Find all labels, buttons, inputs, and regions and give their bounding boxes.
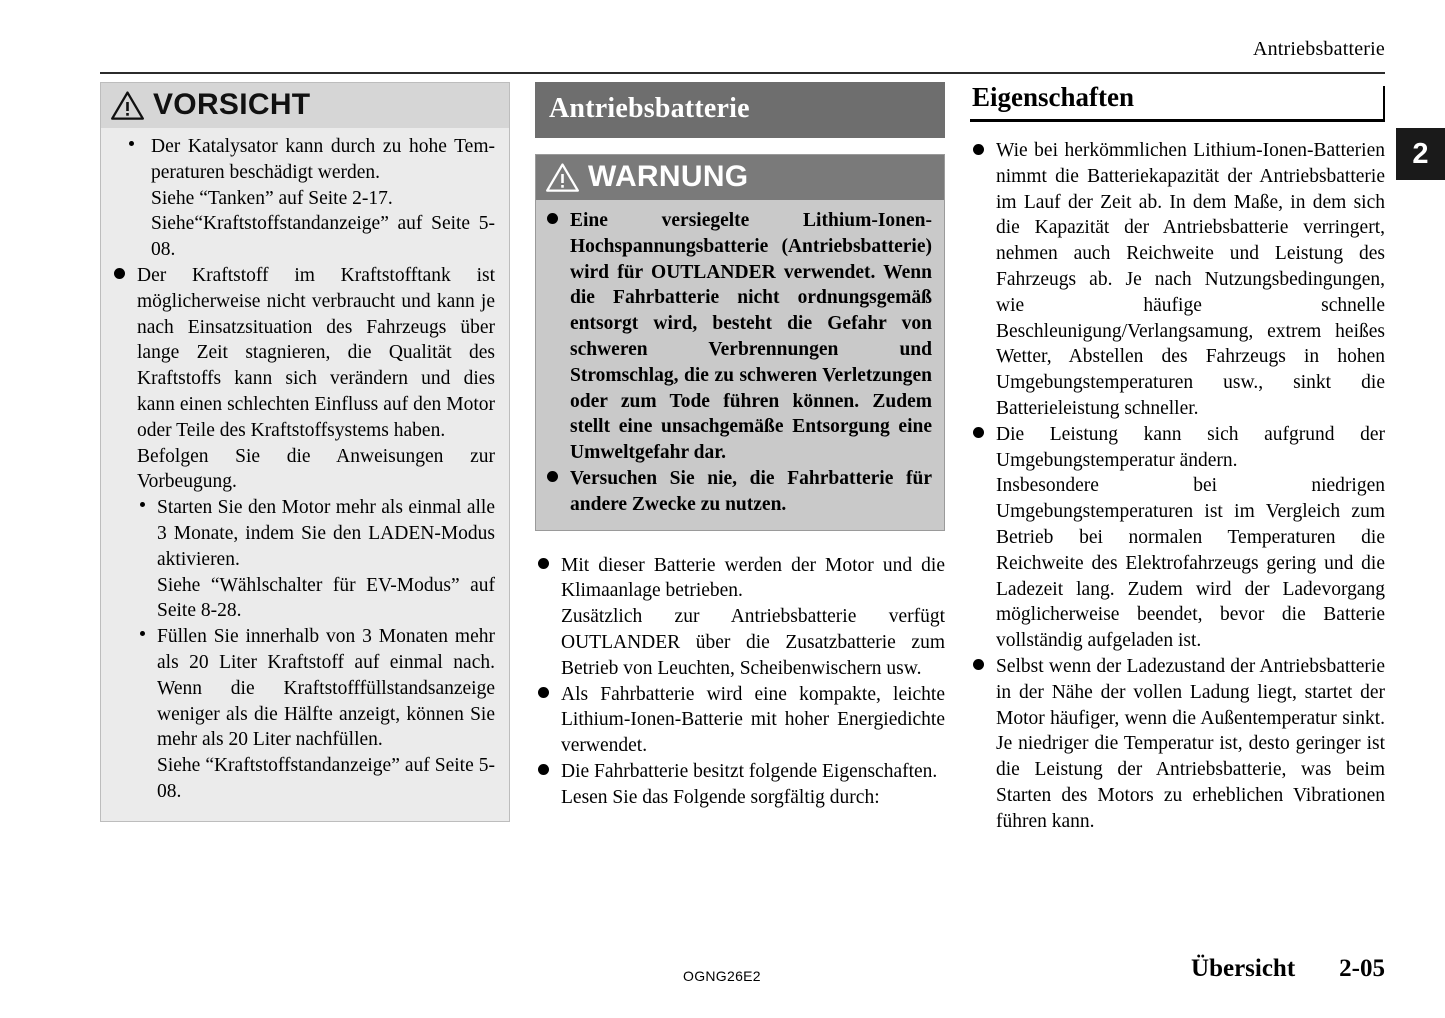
bullet-disc-icon	[973, 138, 984, 164]
list-item-text: Mit dieser Batterie werden der Motor und die Klimaanlage betrieben.	[561, 554, 945, 602]
list-item-text: Siehe“Kraftstoffstandanzeige” auf Seite 5-08.	[151, 213, 495, 261]
bullet-disc-icon	[973, 654, 984, 680]
feature-section-header	[970, 82, 1385, 122]
footer-doc-code: OGNG26E2	[683, 968, 761, 984]
list-item-text: Siehe “Kraftstoffstandanzeige” auf Seite 5-08.	[157, 755, 495, 802]
chapter-tab[interactable]: 2	[1396, 128, 1445, 180]
bullet-disc-icon	[538, 553, 549, 579]
footer-page-info	[1191, 955, 1385, 983]
header-vertical-rule	[1383, 86, 1385, 119]
list-item-text: Lesen Sie das Folgende sorgfältig durch:	[561, 786, 880, 808]
caution-label: VORSICHT	[153, 88, 311, 121]
bullet-dot-icon	[140, 495, 145, 521]
bullet-dot-icon	[140, 624, 145, 650]
list-item-text: Als Fahrbatterie wird eine kompakte, leichte Lithium-Ionen-Batterie mit hoher Energiedichte verwendet.	[561, 683, 945, 757]
list-item	[970, 138, 1385, 422]
right-column	[970, 82, 1385, 835]
bullet-disc-icon	[114, 263, 125, 289]
footer-page-number: 2-05	[1339, 955, 1385, 982]
list-item-text: Selbst wenn der Ladezustand der Antriebsbatterie in der Nähe der vollen Ladung liegt, startet der Motor häufiger, wenn die Außentemperatur sinkt. Je niedriger die Temperatur ist, desto geringer ist die Leistung der Antriebsbatterie, was beim Starten des Motors zu erheblichen Vibrationen führen kann.	[996, 655, 1385, 832]
list-item	[970, 422, 1385, 654]
list-item	[535, 759, 945, 811]
list-item-text: Siehe “Wählschalter für EV-Modus” auf Seite 8-28.	[157, 574, 495, 622]
warning-body	[536, 200, 944, 530]
bullet-disc-icon	[973, 422, 984, 448]
feature-list	[970, 138, 1385, 835]
feature-section-title: Eigenschaften	[972, 82, 1134, 112]
header-rule	[100, 72, 1385, 74]
right-body	[970, 138, 1385, 835]
running-head: Antriebsbatterie	[1252, 38, 1385, 60]
list-item-text: Die Leistung kann sich aufgrund der Umgebungstemperatur ändern.	[996, 423, 1385, 471]
list-item	[137, 495, 495, 624]
list-item	[970, 654, 1385, 835]
left-column	[100, 82, 510, 822]
list-item	[535, 682, 945, 759]
list-item	[544, 208, 932, 466]
list-item	[111, 263, 495, 805]
list-item-text: Eine versiegelte Lithium-Ionen-Hochspannungsbatterie (Antriebsbatterie) wird für OUTLANDER verwendet. Wenn die Fahrbatterie nicht ordnungsgemäß entsorgt wird, besteht die Gefahr von schweren Verbrennungen und Stromschlag, die zu schweren Verletzungen oder zum Tode führen können. Zudem stellt eine unsachgemäße Entsorgung eine Umweltgefahr dar.	[570, 210, 932, 464]
list-item	[137, 624, 495, 805]
list-item	[544, 466, 932, 518]
list-item-text: Zusätzlich zur Antriebsbatterie verfügt OUTLANDER über die Zusatzbatterie zum Betrieb von Leuchten, Scheibenwischern usw.	[561, 606, 945, 679]
warning-header	[536, 155, 944, 200]
list-item-text: Befolgen Sie die Anweisungen zur Vorbeugung.	[137, 445, 495, 493]
caution-list	[111, 134, 495, 805]
list-item-text: Starten Sie den Motor mehr als einmal alle 3 Monate, indem Sie den LADEN-Modus aktivieren.	[157, 497, 495, 570]
list-item-text: Der Katalysator kann durch zu hohe Tem-peraturen beschädigt werden.	[151, 136, 495, 183]
caution-header	[101, 83, 509, 128]
footer-section-label: Übersicht	[1191, 955, 1296, 982]
warning-triangle-icon	[111, 91, 144, 120]
warning-label: WARNUNG	[588, 160, 749, 193]
list-item-text: Insbesondere bei niedrigen Umgebungstemperaturen ist im Vergleich zum Betrieb bei normalen Temperaturen die Reichweite des Elektrofahrzeugs gering und die Ladezeit lang. Zudem wird der Ladevorgang möglicherweise beendet, bevor die Batterie vollständig aufgeladen ist.	[996, 475, 1385, 652]
list-item-text: Versuchen Sie nie, die Fahrbatterie für andere Zwecke zu nutzen.	[570, 467, 932, 515]
caution-box	[100, 82, 510, 822]
section-title-bar: Antriebsbatterie	[535, 82, 945, 138]
warning-list	[544, 208, 932, 518]
bullet-disc-icon	[538, 759, 549, 785]
list-item-text: Die Fahrbatterie besitzt folgende Eigenschaften.	[561, 760, 938, 782]
warning-box	[535, 154, 945, 531]
list-item-text: Der Kraftstoff im Kraftstofftank ist möglicherweise nicht verbraucht und kann je nach Einsatzsituation des Fahrzeugs über lange Zeit stagnieren, die Qualität des Kraftstoffs kann sich verändern und dies kann einen schlechten Einfluss auf den Motor oder Teile des Kraftstoffsystems haben.	[137, 264, 495, 441]
bullet-dot-icon	[129, 134, 134, 160]
bullet-disc-icon	[547, 208, 558, 234]
list-item-text: Wie bei herkömmlichen Lithium-Ionen-Batterien nimmt die Batteriekapazität der Antriebsbatterie im Lauf der Zeit ab. In dem Maße, in dem sich die Kapazität der Antriebsbatterie verringert, nehmen auch Reichweite und Leistung des Fahrzeugs ab. Je nach Nutzungsbedingungen, wie häufige schnelle Beschleunigung/Verlangsamung, extrem heißes Wetter, Abstellen des Fahrzeugs in hohen Umgebungstemperaturen usw., sinkt die Batterieleistung schneller.	[996, 140, 1385, 420]
list-item-text: Siehe “Tanken” auf Seite 2-17.	[151, 187, 393, 209]
caution-sublist	[137, 495, 495, 805]
middle-list	[535, 553, 945, 811]
bullet-disc-icon	[547, 466, 558, 492]
list-item-text: Füllen Sie innerhalb von 3 Monaten mehr als 20 Liter Kraftstoff auf einmal nach. Wenn die Kraftstofffüllstandsanzeige weniger als die Hälfte anzeigt, können Sie mehr als 20 Liter nachfüllen.	[157, 626, 495, 751]
bullet-disc-icon	[538, 682, 549, 708]
list-item	[111, 134, 495, 263]
middle-body	[535, 553, 945, 811]
warning-triangle-icon	[546, 163, 579, 192]
middle-column	[535, 82, 945, 811]
caution-body	[101, 128, 509, 821]
list-item	[535, 553, 945, 682]
